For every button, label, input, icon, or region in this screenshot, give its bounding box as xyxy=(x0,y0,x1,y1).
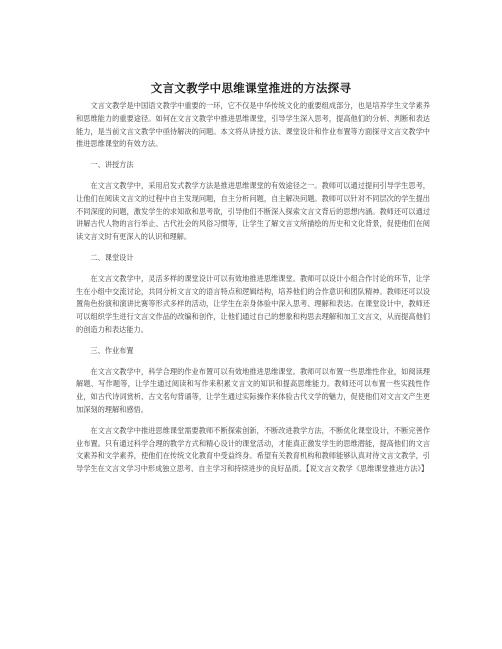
section-heading-teaching-method: 一、讲授方法 xyxy=(90,160,134,170)
document-title: 文言文教学中思维课堂推进的方法探寻 xyxy=(150,81,352,95)
section-heading-class-design: 二、课堂设计 xyxy=(90,252,134,262)
conclusion-paragraph: 在文言文教学中推进思维课堂需要教师不断探索创新，不断改进教学方法，不断优化课堂设计，不断完善作业布置。只有通过科学合理的教学方式和精心设计的课堂活动，才能真正激发学生的思维潜能，提高他们的文言文素养和文学素养，使他们在传统文化教育中受益终身。希望有关教育机构和教师能够认真对待文言文教学，引导学生在文言文学习中形成独立思考、自主学习和持续进步的良好品质。【说文言文教学《思维课堂推进方法》】 xyxy=(76,425,430,474)
intro-paragraph: 文言文教学是中国语文教学中重要的一环，它不仅是中华传统文化的重要组成部分，也是培养学生文学素养和思维能力的重要途径。如何在文言文教学中推进思维课堂，引导学生深入思考，提高他们的分析、判断和表达能力，是当前文言文教学中亟待解决的问题。本文将从讲授方法、课堂设计和作业布置等方面探寻文言文教学中推进思维课堂的有效方法。 xyxy=(76,101,430,149)
section-paragraph-class-design: 在文言文教学中，灵活多样的课堂设计可以有效地推进思维课堂。教师可以设计小组合作讨论的环节，让学生在小组中交流讨论，共同分析文言文的语言特点和逻辑结构，培养他们的合作意识和团队精神。教师还可以设置角色扮演和演讲比赛等形式多样的活动，让学生在亲身体验中深入思考、理解和表达。在课堂设计中，教师还可以组织学生进行文言文作品的改编和创作，让他们通过自己的想象和构思去理解和加工文言文，从而提高他们的创造力和表达能力。 xyxy=(76,273,430,334)
section-paragraph-teaching-method: 在文言文教学中，采用启发式教学方法是推进思维课堂的有效途径之一。教师可以通过提问引导学生思考，让他们在阅读文言文的过程中自主发现问题，自主分析问题，自主解决问题。教师可以针对不同层次的学生提出不同深度的问题，激发学生的求知欲和思考欲，引导他们不断深入探索文言文背后的思想内涵。教师还可以通过讲解古代人物的言行举止、古代社会的风俗习惯等，让学生了解文言文所描绘的历史和文化背景，促使他们在阅读文言文时有更深入的认识和理解。 xyxy=(76,180,430,242)
section-paragraph-homework: 在文言文教学中，科学合理的作业布置可以有效地推进思维课堂。教师可以布置一些思维性作业，如阅读理解题、写作题等，让学生通过阅读和写作来积累文言文的知识和提高思维能力。教师还可以布置一些实践性作业，如古代诗词赏析、古文名句背诵等，让学生通过实际操作来体验古代文学的魅力，促使他们对文言文产生更加深刻的理解和感悟。 xyxy=(76,366,430,414)
section-heading-homework: 三、作业布置 xyxy=(90,345,134,355)
document-body xyxy=(76,100,430,484)
